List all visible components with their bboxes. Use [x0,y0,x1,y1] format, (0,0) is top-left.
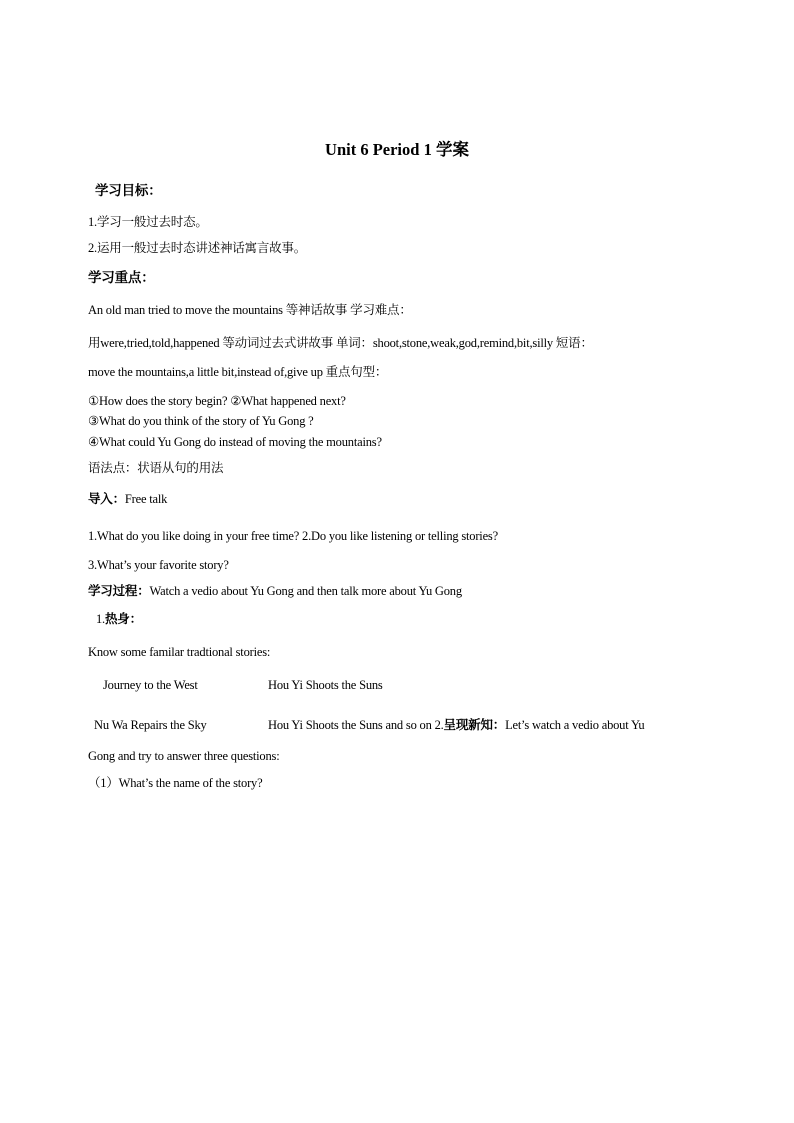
warmup-label: 热身： [104,612,142,626]
page-title: Unit 6 Period 1 学案 [325,140,469,159]
phrases-line: move the mountains,a little bit,instead of,give up 重点句型： [88,365,388,379]
know-line: Know some familar tradtional stories: [88,645,271,659]
intro-label: 导入： [88,492,125,506]
intro-text: Free talk [124,492,168,506]
present-label: 呈现新知： [443,718,506,732]
objectives-heading: 学习目标： [95,183,162,198]
difficulty-line: 用were,tried,told,happened 等动词过去式讲故事 单词：shoot,stone,weak,god,remind,bit,silly 短语： [88,336,593,350]
story-line [268,717,644,733]
process-text: Watch a vedio about Yu Gong and then talk more about Yu Gong [149,584,462,598]
key-sentence: ③What do you think of the story of Yu Gong ? [88,414,314,428]
present-continued: Gong and try to answer three questions: [88,749,280,763]
story-item: Nu Wa Repairs the Sky [94,718,207,732]
story-item: Hou Yi Shoots the Suns and so on 2. [268,718,444,732]
objective-item: 2.运用一般过去时态讲述神话寓言故事。 [88,241,307,255]
key-sentence: ①How does the story begin? ②What happened next? [88,394,346,408]
story-item: Hou Yi Shoots the Suns [268,678,383,692]
warmup-number: 1. [96,612,105,626]
present-text: Let’s watch a vedio about Yu [505,718,645,732]
intro-question: 1.What do you like doing in your free time? 2.Do you like listening or telling stories? [88,529,498,543]
warmup-heading [96,611,142,627]
key-points-heading: 学习重点： [88,270,155,285]
objective-item: 1.学习一般过去时态。 [88,215,208,229]
intro-question: 3.What’s your favorite story? [88,558,229,572]
intro-line [88,491,167,507]
process-label: 学习过程： [88,584,150,598]
key-sentence: ④What could Yu Gong do instead of moving the mountains? [88,435,382,449]
key-points-line: An old man tried to move the mountains 等神话故事 学习难点： [88,303,412,317]
grammar-point: 语法点：状语从句的用法 [88,461,224,475]
process-line [88,583,462,599]
question-item: （1）What’s the name of the story? [88,776,263,790]
story-item: Journey to the West [103,678,198,692]
